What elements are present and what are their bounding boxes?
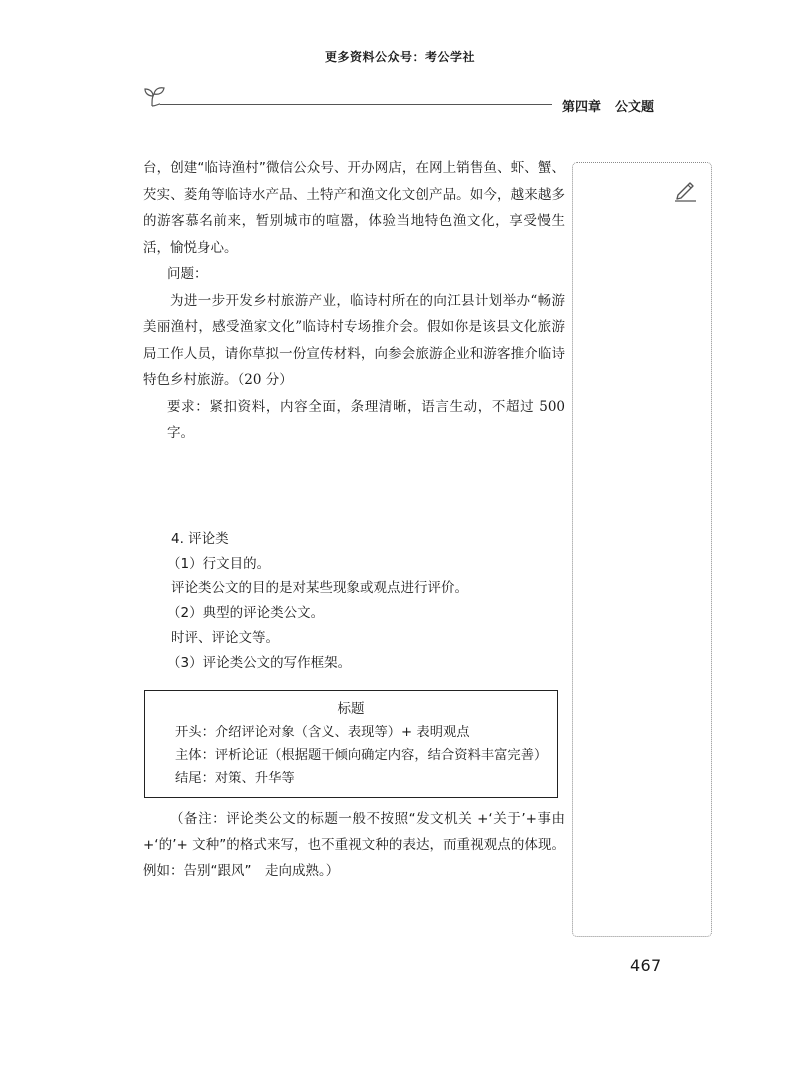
- top-banner: 更多资料公众号：考公学社: [324, 50, 475, 64]
- question-requirement: 要求：紧扣资料，内容全面，条理清晰，语言生动，不超过 500 字。: [167, 398, 565, 441]
- note-block: [143, 806, 565, 884]
- notes-margin-panel: [572, 162, 712, 937]
- framework-ending: 结尾：对策、升华等: [175, 771, 295, 786]
- question-body: 为进一步开发乡村旅游产业，临诗村所在的向江县计划举办“畅游美丽渔村，感受渔家文化”临诗村专场推介会。假如你是该县文化旅游局工作人员，请你草拟一份宣传材料，向参会旅游企业和游客推介临诗特色乡村旅游。（20 分）: [143, 292, 565, 388]
- chapter-rule: [160, 104, 552, 105]
- chapter-title: 公文题: [615, 100, 655, 115]
- material-block: [143, 155, 565, 447]
- note-text: （备注：评论类公文的标题一般不按照“发文机关 +‘关于’+事由 +‘的’+ 文种”的格式来写，也不重视文种的表达，而重视观点的体现。例如：告别“跟风” 走向成熟。）: [143, 811, 565, 879]
- pencil-icon: [672, 176, 698, 202]
- question-label: 问题：: [167, 266, 208, 282]
- item2-title: （2）典型的评论类公文。: [167, 605, 325, 622]
- chapter-label: [562, 96, 654, 115]
- chapter-number: 第四章: [562, 100, 602, 115]
- item3-title: （3）评论类公文的写作框架。: [167, 654, 352, 671]
- section-heading: 4. 评论类: [171, 531, 229, 547]
- framework-box: [144, 690, 558, 798]
- item2-body: 时评、评论文等。: [171, 629, 279, 646]
- framework-title: 标题: [337, 701, 365, 717]
- section-commentary: [143, 527, 565, 675]
- item1-title: （1）行文目的。: [167, 555, 271, 572]
- item1-body: 评论类公文的目的是对某些现象或观点进行评价。: [171, 580, 468, 597]
- material-paragraph: 台，创建“临诗渔村”微信公众号、开办网店，在网上销售鱼、虾、蟹、芡实、菱角等临诗水产品、土特产和渔文化文创产品。如今，越来越多的游客慕名前来，暂别城市的喧嚣，体验当地特色渔文化，享受慢生活，愉悦身心。: [143, 160, 565, 256]
- page-number: 467: [630, 956, 662, 975]
- framework-body: 主体：评析论证（根据题干倾向确定内容，结合资料丰富完善）: [175, 748, 548, 763]
- framework-opening: 开头：介绍评论对象（含义、表现等）+ 表明观点: [175, 725, 470, 740]
